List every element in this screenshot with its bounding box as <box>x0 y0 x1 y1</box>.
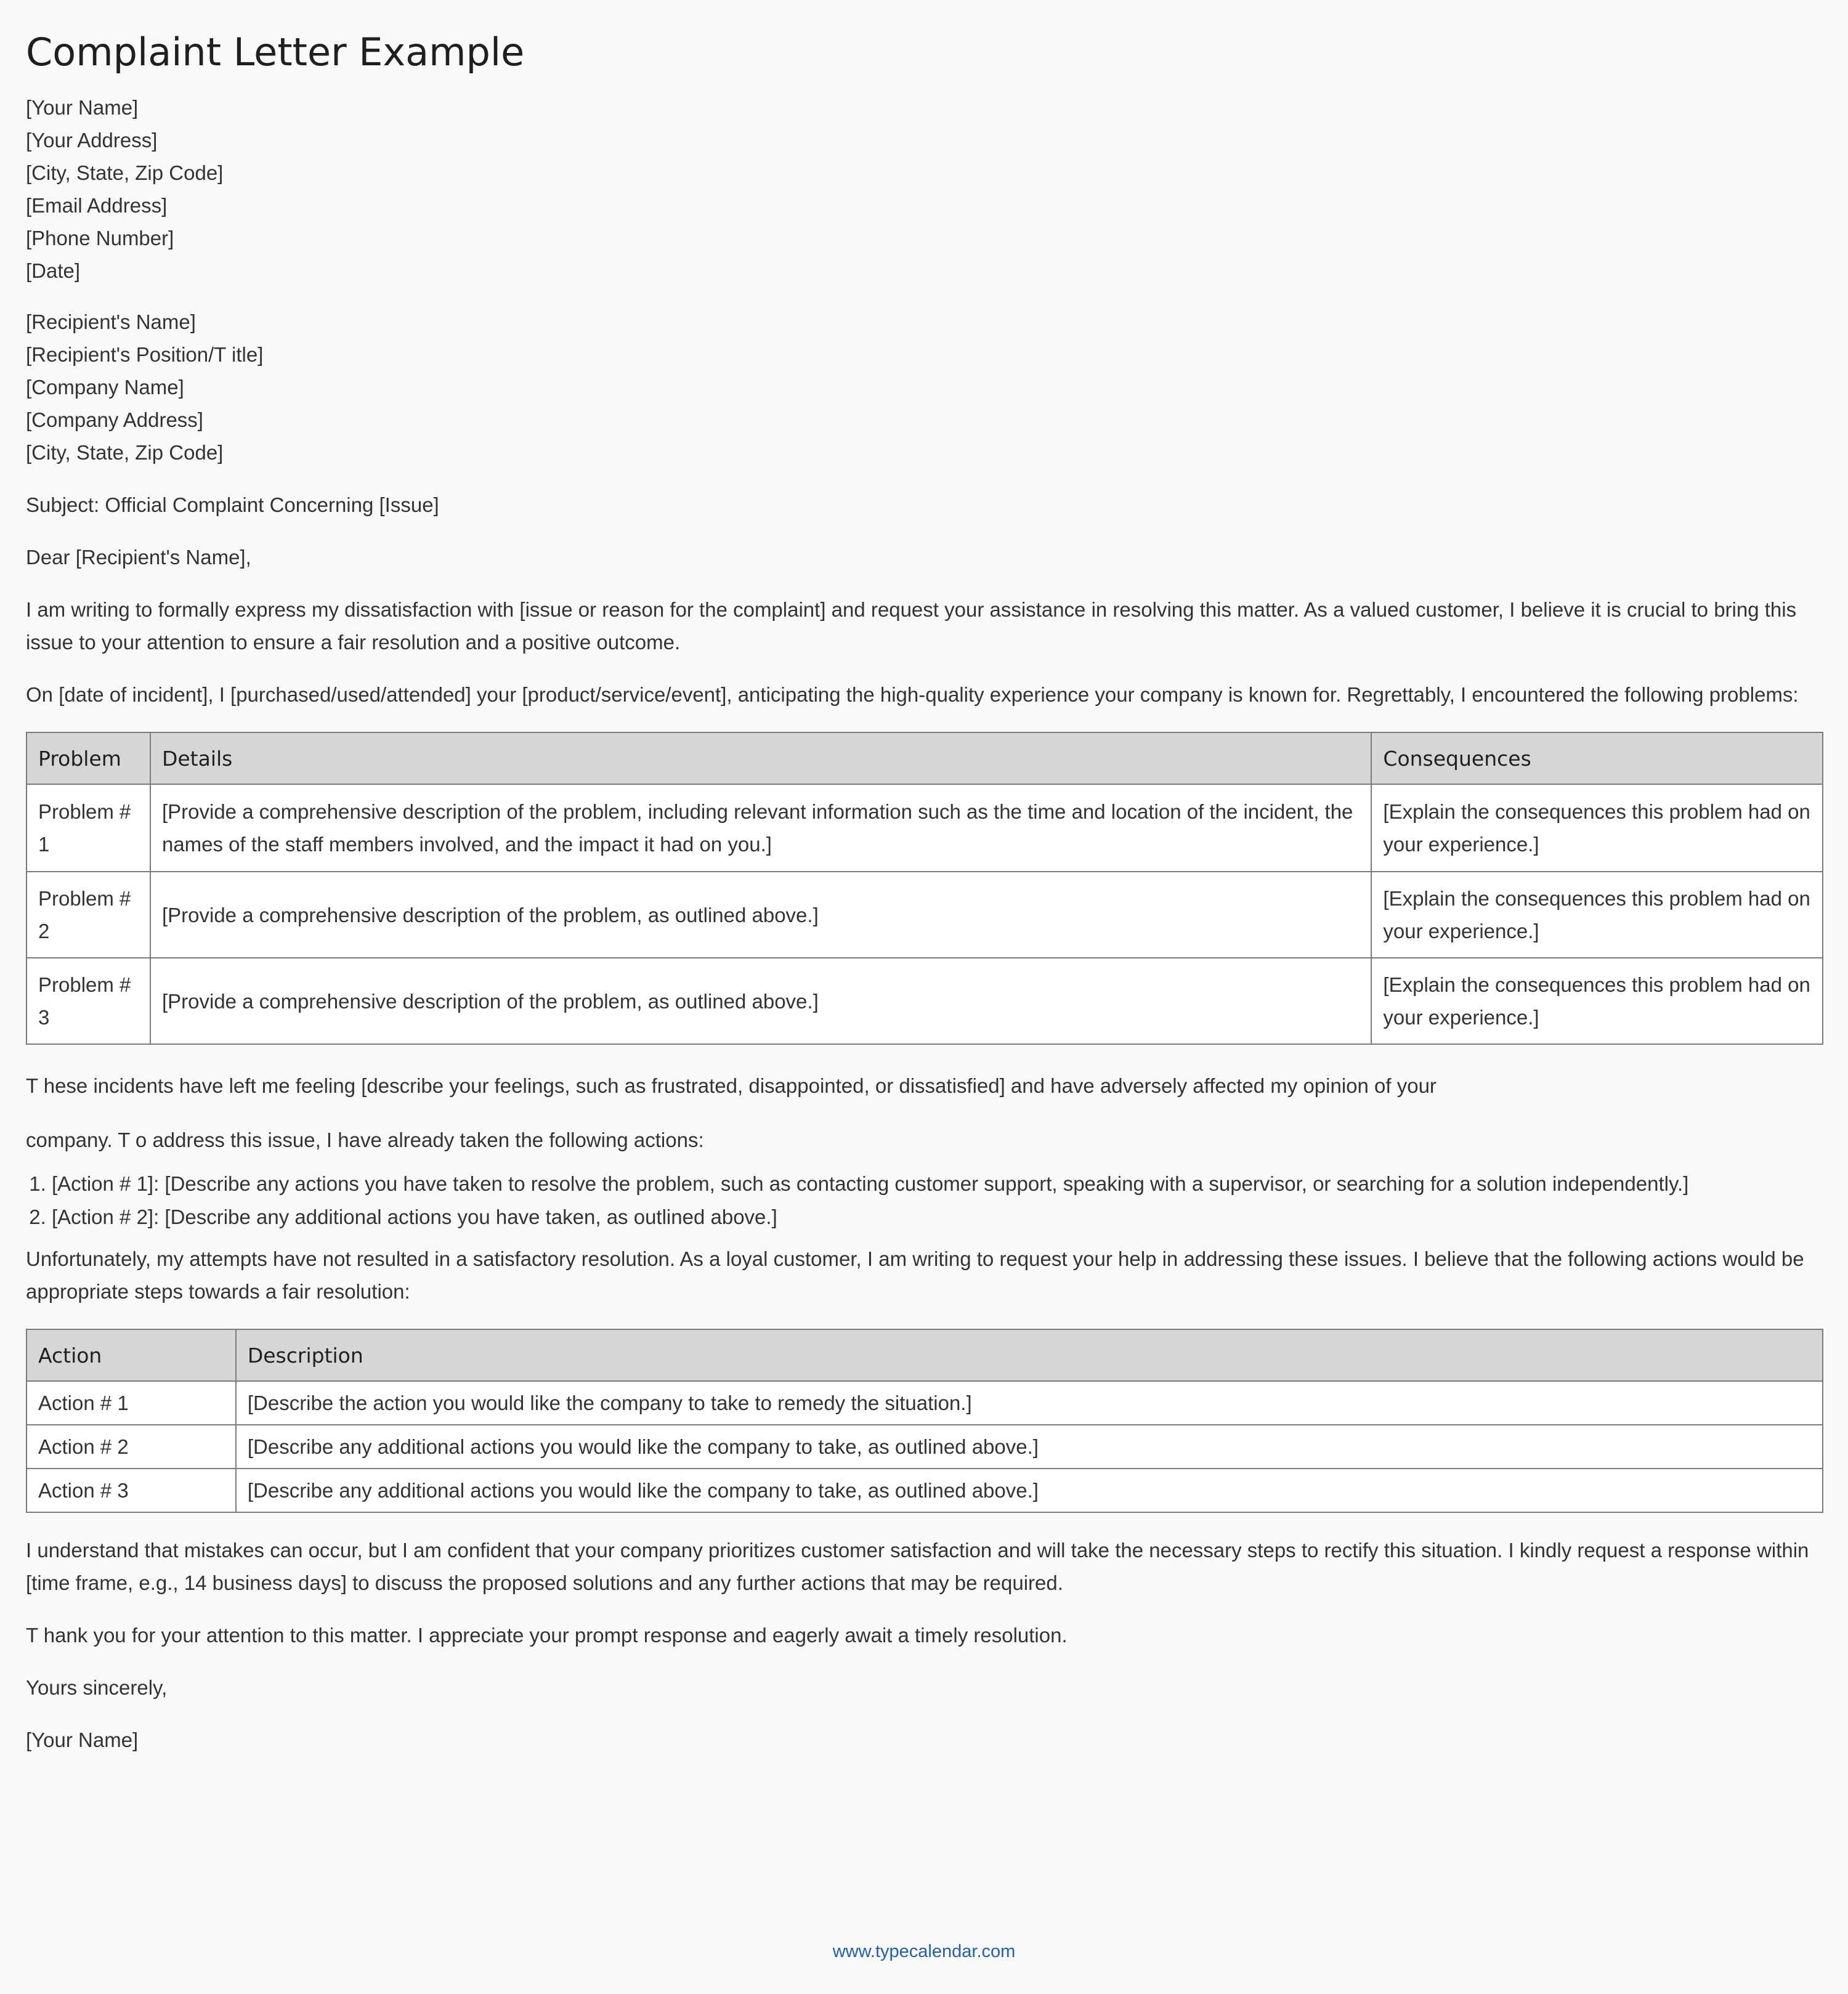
table-header-row <box>26 732 1823 784</box>
sender-name: [Your Name] <box>26 96 139 119</box>
table-cell: [Explain the consequences this problem had on your experience.] <box>1371 784 1823 872</box>
table-cell: [Explain the consequences this problem had on your experience.] <box>1371 872 1823 958</box>
signature-name: [Your Name] <box>26 1729 139 1751</box>
column-header: Details <box>150 732 1371 784</box>
list-item: 2. [Action # 2]: [Describe any additional actions you have taken, as outlined above.] <box>52 1206 1823 1229</box>
column-header: Consequences <box>1371 732 1823 784</box>
incident-paragraph: On [date of incident], I [purchased/used/attended] your [product/service/event], anticipating the high-quality experience your company is known for. Regrettably, I encountered the following problems: <box>26 683 1799 706</box>
sender-phone: [Phone Number] <box>26 227 174 249</box>
feelings-paragraph-1: T hese incidents have left me feeling [describe your feelings, such as frustrated, disappointed, or dissatisfied] and have adversely affected my opinion of your <box>26 1074 1437 1097</box>
table-header-row <box>26 1329 1823 1381</box>
request-paragraph: Unfortunately, my attempts have not resulted in a satisfactory resolution. As a loyal customer, I am writing to request your help in addressing these issues. I believe that the following actions would be appropriate steps towards a fair resolution: <box>26 1247 1804 1303</box>
table-cell: Action # 3 <box>26 1469 236 1512</box>
table-cell: [Describe the action you would like the company to take to remedy the situation.] <box>236 1381 1823 1425</box>
recipient-position: [Recipient's Position/T itle] <box>26 343 264 366</box>
table-cell: [Provide a comprehensive description of the problem, as outlined above.] <box>150 958 1371 1044</box>
sender-address: [Your Address] <box>26 129 158 152</box>
closing-paragraph-2: T hank you for your attention to this matter. I appreciate your prompt response and eagerly await a timely resolution. <box>26 1624 1068 1647</box>
feelings-paragraph-2: company. T o address this issue, I have already taken the following actions: <box>26 1129 704 1151</box>
table-cell: [Provide a comprehensive description of the problem, including relevant information such as the time and location of the incident, the names of the staff members involved, and the impact it had on you.] <box>150 784 1371 872</box>
list-item: 1. [Action # 1]: [Describe any actions you have taken to resolve the problem, such as contacting customer support, speaking with a supervisor, or searching for a solution independently.] <box>52 1172 1823 1196</box>
recipient-block <box>26 306 1823 469</box>
sender-date: [Date] <box>26 259 81 282</box>
closing-paragraph-1: I understand that mistakes can occur, but I am confident that your company prioritizes customer satisfaction and will take the necessary steps to rectify this situation. I kindly request a response within [time frame, e.g., 14 business days] to discuss the proposed solutions and any further actions that may be required. <box>26 1539 1809 1594</box>
table-cell: [Explain the consequences this problem had on your experience.] <box>1371 958 1823 1044</box>
recipient-company: [Company Name] <box>26 376 184 399</box>
table-cell: Action # 1 <box>26 1381 236 1425</box>
column-header: Action <box>26 1329 236 1381</box>
table-row <box>26 872 1823 958</box>
column-header: Problem <box>26 732 150 784</box>
intro-paragraph: I am writing to formally express my dissatisfaction with [issue or reason for the complaint] and request your assistance in resolving this matter. As a valued customer, I believe it is crucial to bring this issue to your attention to ensure a fair resolution and a positive outcome. <box>26 598 1797 654</box>
letter-page <box>26 0 1823 1756</box>
table-cell: Action # 2 <box>26 1425 236 1469</box>
column-header: Description <box>236 1329 1823 1381</box>
recipient-name: [Recipient's Name] <box>26 310 196 333</box>
footer-link[interactable]: www.typecalendar.com <box>832 1942 1016 1961</box>
recipient-city: [City, State, Zip Code] <box>26 441 224 464</box>
recipient-address: [Company Address] <box>26 408 203 431</box>
actions-taken-list <box>26 1172 1823 1229</box>
table-cell: Problem # 2 <box>26 872 150 958</box>
table-cell: [Describe any additional actions you would like the company to take, as outlined above.] <box>236 1469 1823 1512</box>
table-cell: [Describe any additional actions you would like the company to take, as outlined above.] <box>236 1425 1823 1469</box>
table-row <box>26 1469 1823 1512</box>
salutation: Dear [Recipient's Name], <box>26 546 251 569</box>
page-title: Complaint Letter Example <box>26 30 525 75</box>
table-cell: Problem # 1 <box>26 784 150 872</box>
table-row <box>26 1425 1823 1469</box>
table-cell: [Provide a comprehensive description of the problem, as outlined above.] <box>150 872 1371 958</box>
subject-line: Subject: Official Complaint Concerning [Issue] <box>26 493 439 516</box>
actions-table <box>26 1329 1823 1513</box>
table-row <box>26 1381 1823 1425</box>
sender-block <box>26 91 1823 287</box>
table-row <box>26 958 1823 1044</box>
table-row <box>26 784 1823 872</box>
sign-off: Yours sincerely, <box>26 1676 168 1699</box>
table-cell: Problem # 3 <box>26 958 150 1044</box>
sender-city: [City, State, Zip Code] <box>26 161 224 184</box>
sender-email: [Email Address] <box>26 194 168 217</box>
problems-table <box>26 732 1823 1045</box>
